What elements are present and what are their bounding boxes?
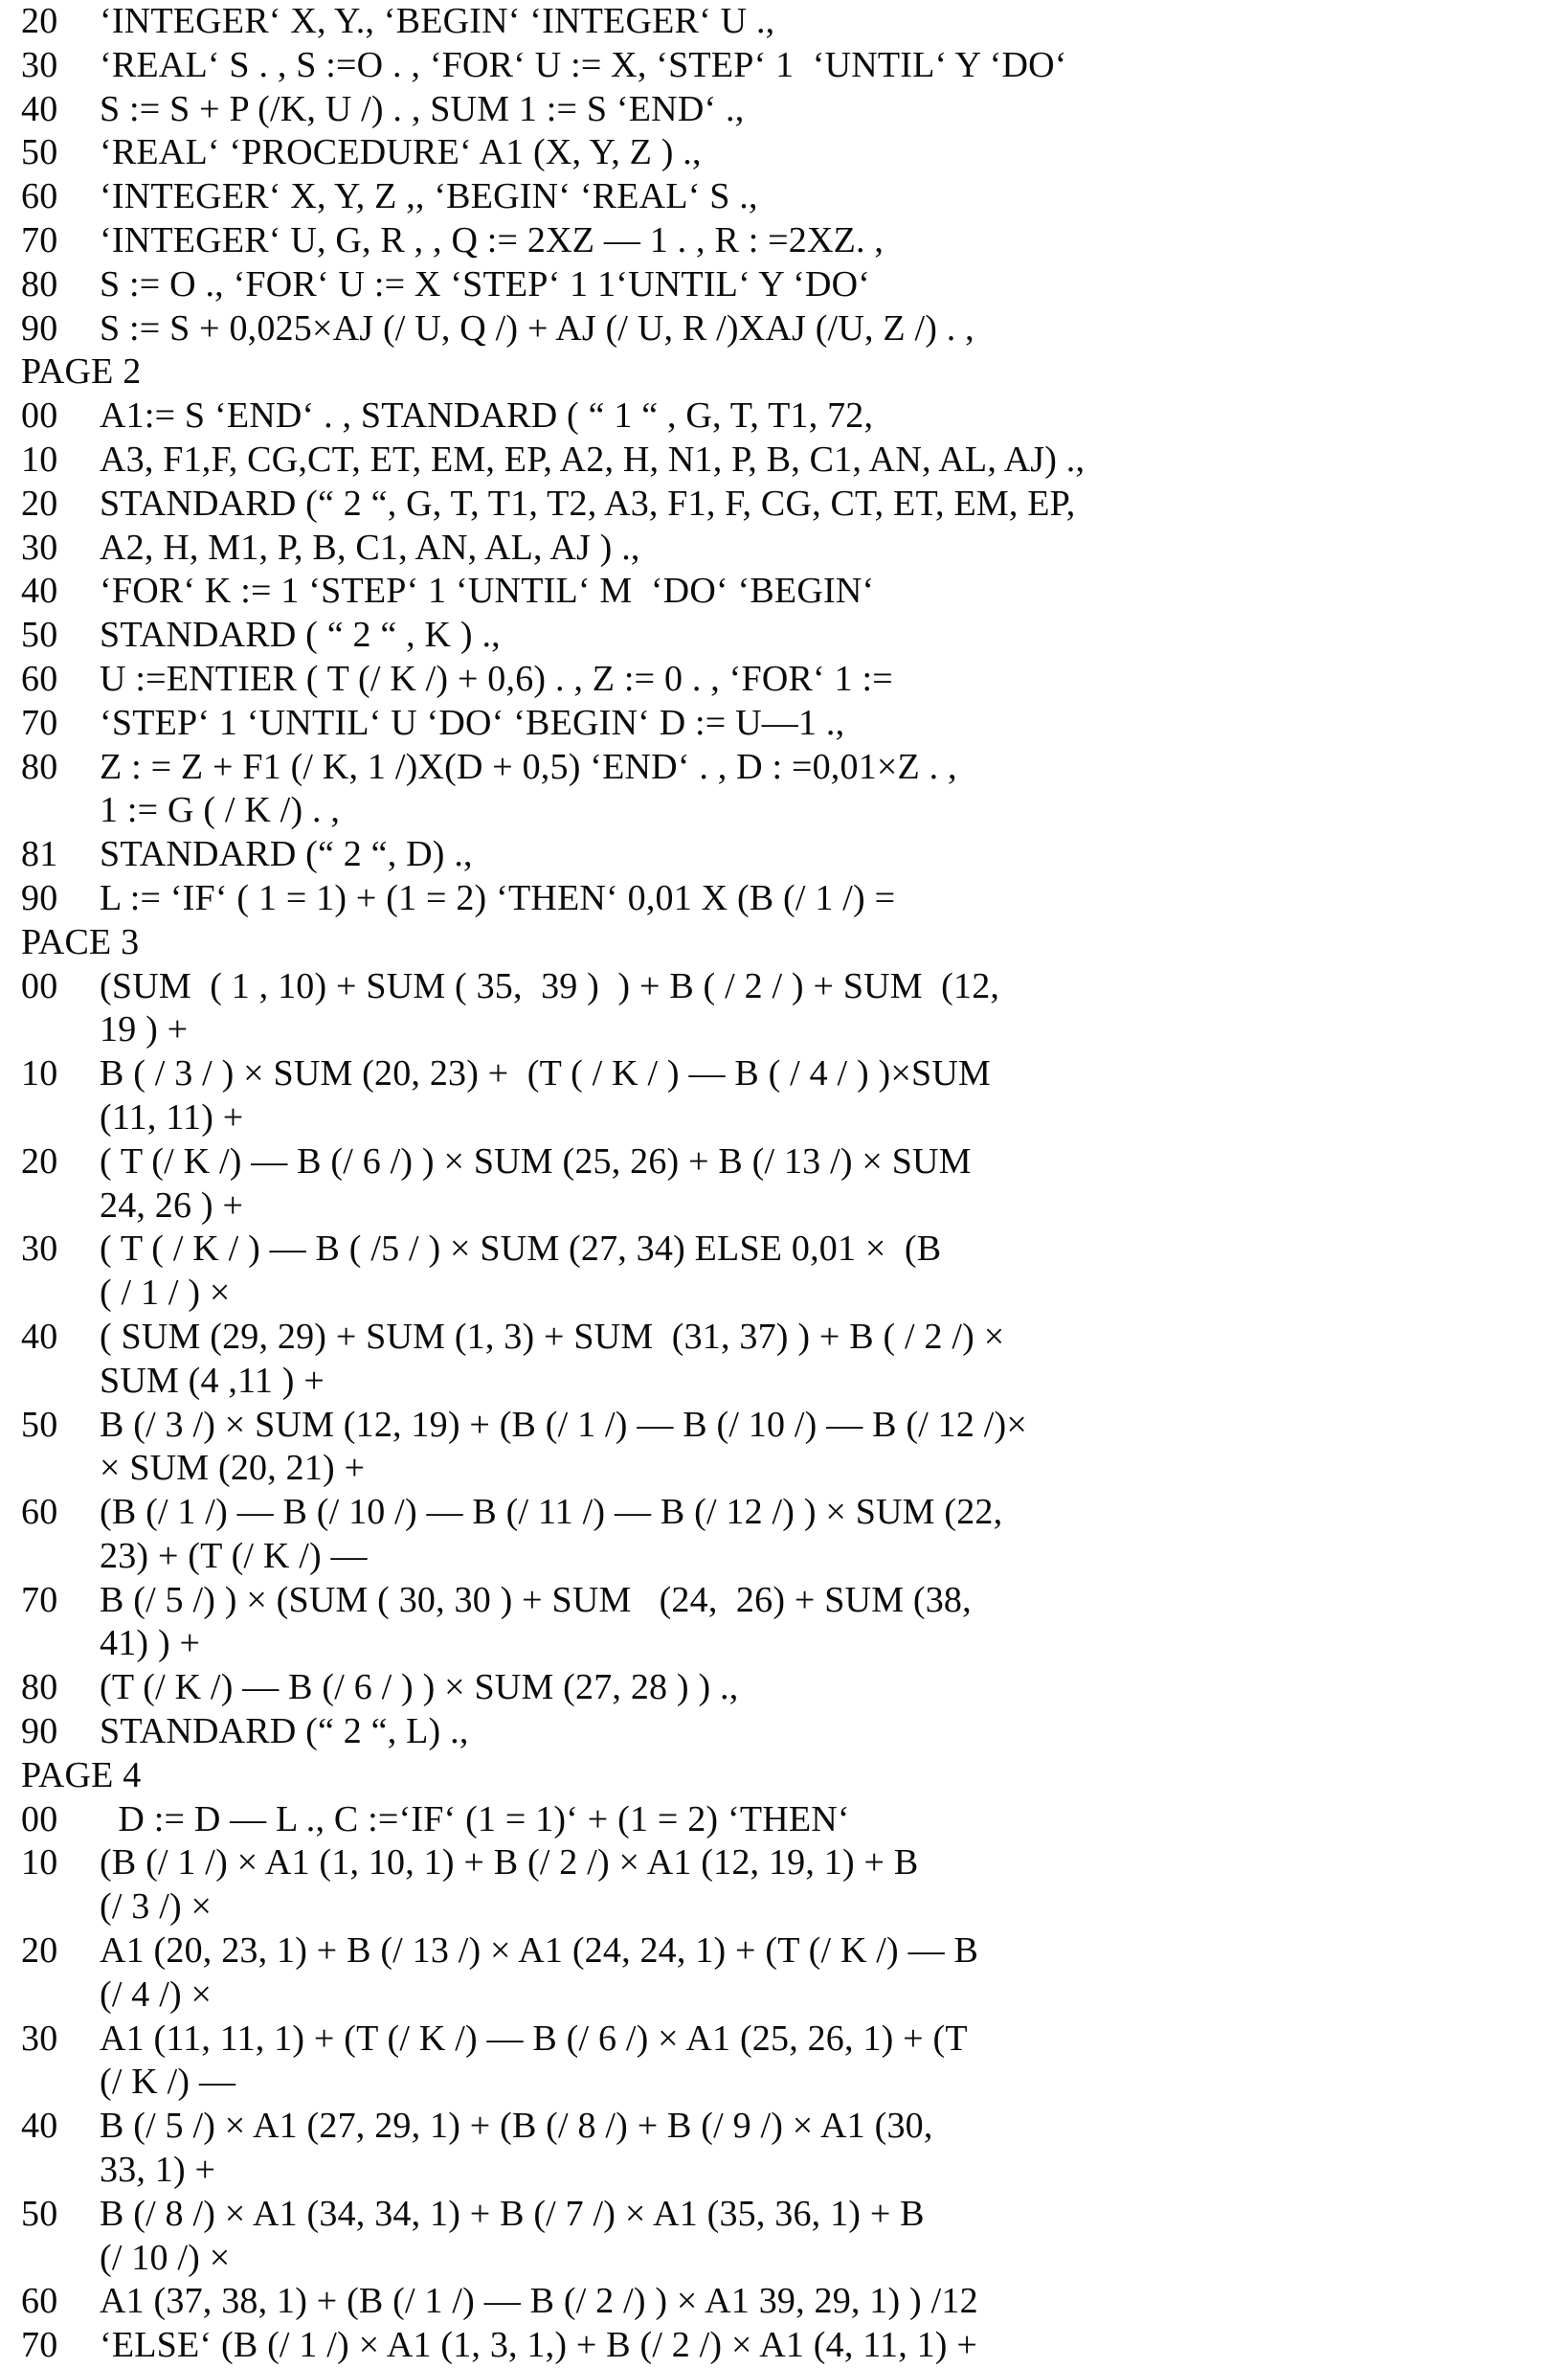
code-line	[21, 395, 1562, 439]
line-code: STANDARD ( “ 2 “ , K ) .,	[100, 615, 501, 656]
line-number: 00	[21, 965, 58, 1006]
code-line	[21, 1096, 1562, 1140]
line-code: B (/ 3 /) × SUM (12, 19) + (B (/ 1 /) — B (/ 10 /) — B (/ 12 /)×	[100, 1404, 1027, 1445]
code-line	[21, 2237, 1562, 2281]
line-number: 20	[21, 1, 58, 41]
code-line	[21, 1140, 1562, 1184]
line-code: (SUM ( 1 , 10) + SUM ( 35, 39 ) ) + B ( / 2 / ) + SUM (12,	[100, 965, 1000, 1006]
line-code: ( / 1 / ) ×	[100, 1273, 231, 1314]
line-number: 40	[21, 1316, 58, 1357]
code-line	[21, 1316, 1562, 1360]
code-line	[21, 1447, 1562, 1491]
code-line	[21, 1535, 1562, 1579]
code-line	[21, 570, 1562, 614]
line-code: ‘FOR‘ K := 1 ‘STEP‘ 1 ‘UNTIL‘ M ‘DO‘ ‘BEGIN‘	[100, 571, 875, 612]
line-code: 19 ) +	[100, 1009, 189, 1050]
code-line	[21, 88, 1562, 132]
code-line	[21, 1272, 1562, 1316]
line-number: 70	[21, 1579, 58, 1620]
line-number: 00	[21, 1798, 58, 1839]
code-line	[21, 1841, 1562, 1885]
code-line	[21, 614, 1562, 658]
code-line	[21, 1008, 1562, 1052]
line-code: S := O ., ‘FOR‘ U := X ‘STEP‘ 1 1‘UNTIL‘ Y ‘DO‘	[100, 263, 871, 304]
line-number: 40	[21, 2106, 58, 2147]
code-line	[21, 2061, 1562, 2105]
line-number: 10	[21, 1053, 58, 1094]
code-line	[21, 1184, 1562, 1229]
line-code: D := D — L ., C :=‘IF‘ (1 = 1)‘ + (1 = 2) ‘THEN‘	[100, 1798, 850, 1839]
line-code: (/ K /) —	[100, 2062, 236, 2103]
line-number: 60	[21, 176, 58, 217]
code-line	[21, 1622, 1562, 1666]
line-code: B (/ 5 /) ) × (SUM ( 30, 30 ) + SUM (24, 26) + SUM (38,	[100, 1579, 972, 1620]
line-code: STANDARD (“ 2 “, D) .,	[100, 834, 473, 875]
line-code: ( T ( / K / ) — B ( /5 / ) × SUM (27, 34) ELSE 0,01 × (B	[100, 1229, 942, 1270]
line-code: (T (/ K /) — B (/ 6 / ) ) × SUM (27, 28 ) ) .,	[100, 1667, 739, 1708]
program-listing	[21, 0, 1562, 2368]
code-line	[21, 0, 1562, 44]
line-code: A3, F1,F, CG,CT, ET, EM, EP, A2, H, N1, P, B, C1, AN, AL, AJ) .,	[100, 439, 1086, 480]
line-number: 50	[21, 2193, 58, 2234]
page-header: PACE 3	[21, 921, 140, 962]
code-line	[21, 1666, 1562, 1710]
line-code: S := S + P (/K, U /) . , SUM 1 := S ‘END‘ .,	[100, 88, 745, 129]
line-number: 40	[21, 88, 58, 129]
code-line	[21, 131, 1562, 175]
line-number: 70	[21, 2325, 58, 2366]
line-code: ( SUM (29, 29) + SUM (1, 3) + SUM (31, 37) ) + B ( / 2 /) ×	[100, 1316, 1005, 1357]
code-line	[21, 2018, 1562, 2062]
code-line	[21, 2280, 1562, 2324]
code-line	[21, 1360, 1562, 1404]
line-number: 90	[21, 1711, 58, 1752]
code-line	[21, 789, 1562, 833]
page-header: PAGE 2	[21, 351, 142, 393]
line-code: ‘INTEGER‘ X, Y., ‘BEGIN‘ ‘INTEGER‘ U .,	[100, 1, 775, 41]
line-code: B ( / 3 / ) × SUM (20, 23) + (T ( / K / ) — B ( / 4 / ) )×SUM	[100, 1053, 991, 1094]
line-number: 70	[21, 702, 58, 743]
code-line	[21, 263, 1562, 307]
line-code: 41) ) +	[100, 1623, 201, 1664]
line-number: 30	[21, 2018, 58, 2059]
code-line	[21, 746, 1562, 790]
line-code: × SUM (20, 21) +	[100, 1448, 366, 1489]
line-code: ‘INTEGER‘ U, G, R , , Q := 2XZ — 1 . , R : =2XZ. ,	[100, 219, 885, 260]
code-line	[21, 307, 1562, 351]
line-code: Z : = Z + F1 (/ K, 1 /)X(D + 0,5) ‘END‘ . , D : =0,01×Z . ,	[100, 746, 957, 787]
line-number: 00	[21, 395, 58, 437]
code-line	[21, 1491, 1562, 1535]
code-line	[21, 2105, 1562, 2149]
code-line	[21, 527, 1562, 571]
line-code: A1 (20, 23, 1) + B (/ 13 /) × A1 (24, 24, 1) + (T (/ K /) — B	[100, 1930, 979, 1972]
code-line	[21, 1798, 1562, 1842]
code-line	[21, 1404, 1562, 1448]
line-number: 80	[21, 746, 58, 787]
line-code: A2, H, M1, P, B, C1, AN, AL, AJ ) .,	[100, 527, 640, 568]
line-number: 60	[21, 2281, 58, 2322]
line-code: 23) + (T (/ K /) —	[100, 1535, 368, 1576]
line-code: (B (/ 1 /) × A1 (1, 10, 1) + B (/ 2 /) × A1 (12, 19, 1) + B	[100, 1842, 919, 1883]
line-number: 80	[21, 263, 58, 304]
code-line	[21, 483, 1562, 527]
code-line	[21, 175, 1562, 219]
line-code: A1:= S ‘END‘ . , STANDARD ( “ 1 “ , G, T, T1, 72,	[100, 395, 874, 437]
line-code: ‘INTEGER‘ X, Y, Z ,, ‘BEGIN‘ ‘REAL‘ S .,	[100, 176, 758, 217]
line-number: 10	[21, 439, 58, 480]
code-line	[21, 702, 1562, 746]
line-number: 50	[21, 1404, 58, 1445]
line-code: STANDARD (“ 2 “, L) .,	[100, 1711, 469, 1752]
line-code: S := S + 0,025×AJ (/ U, Q /) + AJ (/ U, R /)XAJ (/U, Z /) . ,	[100, 307, 974, 349]
line-code: 33, 1) +	[100, 2150, 216, 2191]
code-line	[21, 439, 1562, 483]
line-code: ‘REAL‘ ‘PROCEDURE‘ A1 (X, Y, Z ) .,	[100, 132, 702, 173]
line-number: 20	[21, 483, 58, 524]
line-code: A1 (11, 11, 1) + (T (/ K /) — B (/ 6 /) × A1 (25, 26, 1) + (T	[100, 2018, 968, 2059]
line-code: ‘REAL‘ S . , S :=O . , ‘FOR‘ U := X, ‘STEP‘ 1 ‘UNTIL‘ Y ‘DO‘	[100, 44, 1067, 85]
line-code: B (/ 5 /) × A1 (27, 29, 1) + (B (/ 8 /) + B (/ 9 /) × A1 (30,	[100, 2106, 933, 2147]
code-line	[21, 1973, 1562, 2018]
line-code: L := ‘IF‘ ( 1 = 1) + (1 = 2) ‘THEN‘ 0,01 X (B (/ 1 /) =	[100, 877, 896, 918]
code-line	[21, 877, 1562, 921]
line-number: 50	[21, 615, 58, 656]
line-code: 24, 26 ) +	[100, 1184, 244, 1226]
line-code: A1 (37, 38, 1) + (B (/ 1 /) — B (/ 2 /) ) × A1 39, 29, 1) ) /12	[100, 2281, 978, 2322]
code-line	[21, 1929, 1562, 1973]
line-number: 30	[21, 1229, 58, 1270]
code-line	[21, 1579, 1562, 1623]
line-number: 30	[21, 527, 58, 568]
line-number: 50	[21, 132, 58, 173]
line-code: (/ 3 /) ×	[100, 1886, 213, 1928]
code-line	[21, 1710, 1562, 1754]
page-header: PAGE 4	[21, 1754, 142, 1795]
line-code: SUM (4 ,11 ) +	[100, 1360, 325, 1401]
line-number: 70	[21, 219, 58, 260]
code-line	[21, 833, 1562, 877]
code-line	[21, 2149, 1562, 2193]
line-number: 60	[21, 658, 58, 699]
line-number: 30	[21, 44, 58, 85]
line-code: (/ 10 /) ×	[100, 2237, 231, 2278]
line-number: 80	[21, 1667, 58, 1708]
line-code: STANDARD (“ 2 “, G, T, T1, T2, A3, F1, F, CG, CT, ET, EM, EP,	[100, 483, 1076, 524]
line-number: 60	[21, 1492, 58, 1533]
line-number: 10	[21, 1842, 58, 1883]
code-line	[21, 219, 1562, 263]
line-code: (B (/ 1 /) — B (/ 10 /) — B (/ 11 /) — B (/ 12 /) ) × SUM (22,	[100, 1492, 1003, 1533]
line-code: ( T (/ K /) — B (/ 6 /) ) × SUM (25, 26) + B (/ 13 /) × SUM	[100, 1140, 972, 1182]
line-number: 81	[21, 834, 58, 875]
line-code: 1 := G ( / K /) . ,	[100, 790, 341, 831]
code-line	[21, 658, 1562, 702]
line-number: 90	[21, 307, 58, 349]
code-line	[21, 2193, 1562, 2237]
code-line	[21, 1885, 1562, 1929]
line-code: U :=ENTIER ( T (/ K /) + 0,6) . , Z := 0 . , ‘FOR‘ 1 :=	[100, 658, 893, 699]
line-code: B (/ 8 /) × A1 (34, 34, 1) + B (/ 7 /) × A1 (35, 36, 1) + B	[100, 2193, 925, 2234]
code-line	[21, 44, 1562, 88]
code-line	[21, 965, 1562, 1009]
line-number: 20	[21, 1930, 58, 1972]
line-code: ‘STEP‘ 1 ‘UNTIL‘ U ‘DO‘ ‘BEGIN‘ D := U—1 .,	[100, 702, 845, 743]
line-code: ‘ELSE‘ (B (/ 1 /) × A1 (1, 3, 1,) + B (/ 2 /) × A1 (4, 11, 1) +	[100, 2325, 977, 2366]
code-line	[21, 2324, 1562, 2368]
line-code: (/ 4 /) ×	[100, 1973, 213, 2015]
line-number: 90	[21, 877, 58, 918]
code-line	[21, 1228, 1562, 1272]
code-line	[21, 1052, 1562, 1096]
line-number: 40	[21, 571, 58, 612]
line-number: 20	[21, 1140, 58, 1182]
line-code: (11, 11) +	[100, 1096, 244, 1138]
